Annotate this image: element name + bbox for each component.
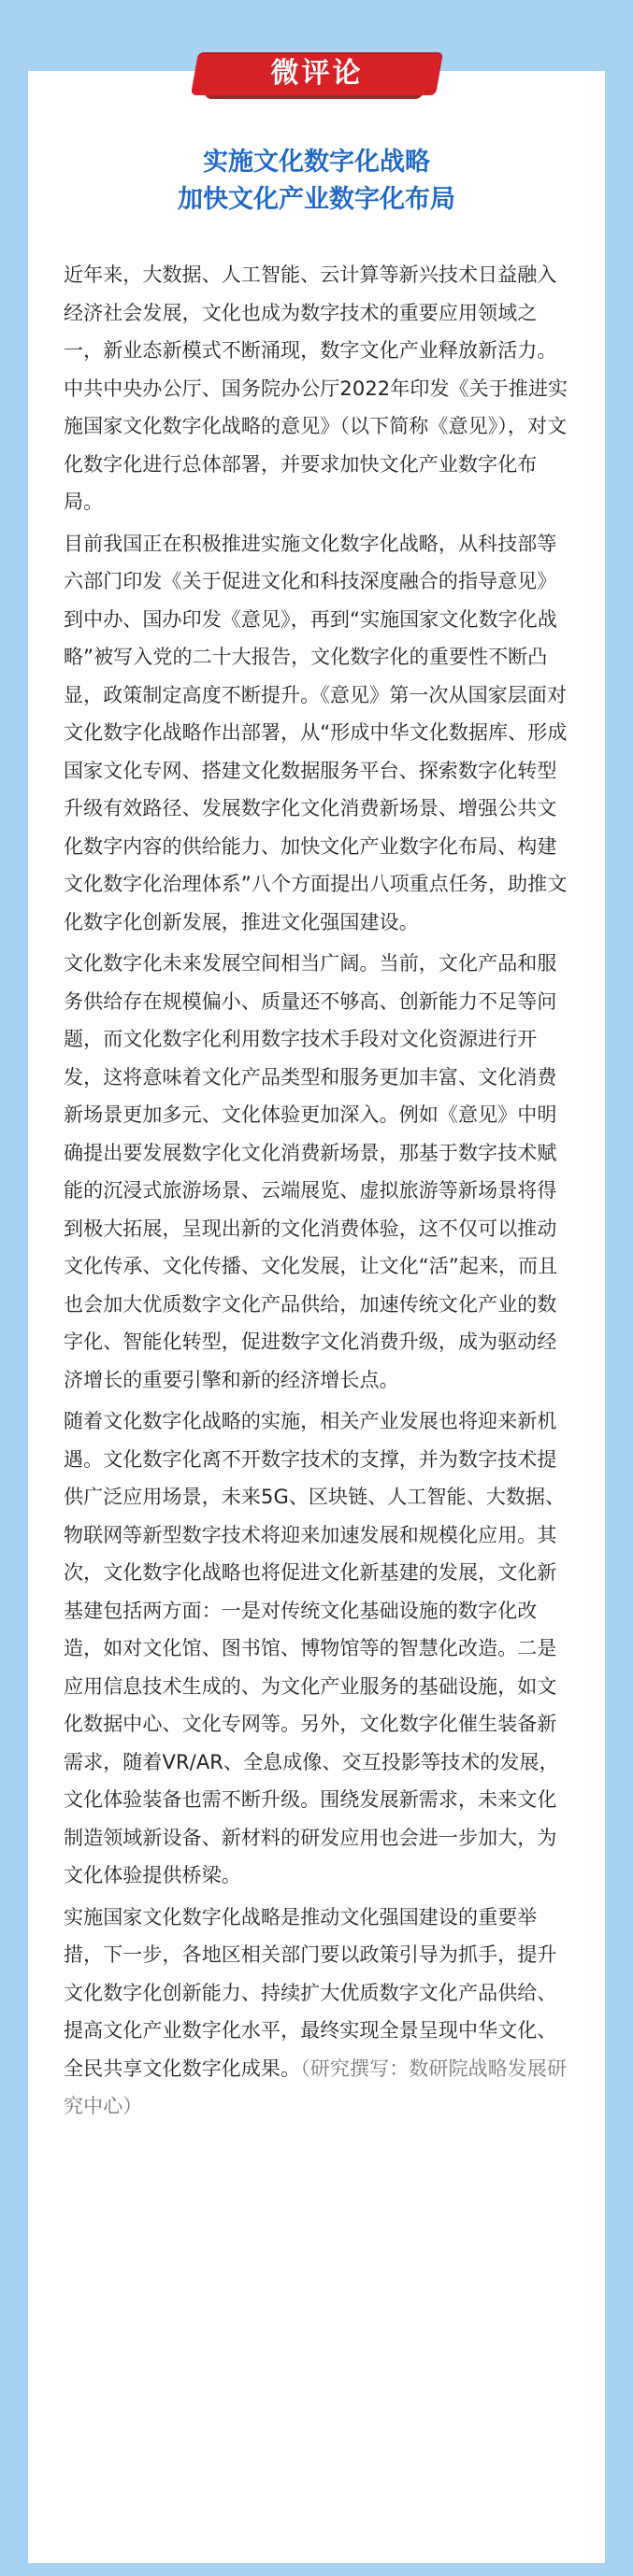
article-title xyxy=(64,144,569,219)
section-tag xyxy=(194,52,439,99)
paragraph-2: 目前我国正在积极推进实施文化数字化战略，从科技部等六部门印发《关于促进文化和科技深度融合的指导意见》到中办、国办印发《意见》，再到“实施国家文化数字化战略”被写入党的二十大报告，文化数字化的重要性不断凸显，政策制定高度不断提升。《意见》第一次从国家层面对文化数字化战略作出部署，从“形成中华文化数据库、形成国家文化专网、搭建文化数据服务平台、探索数字化转型升级有效路径、发展数字化文化消费新场景、增强公共文化数字内容的供给能力、加快文化产业数字化布局、构建文化数字化治理体系”八个方面提出八项重点任务，助推文化数字化创新发展，推进文化强国建设。 xyxy=(64,532,568,933)
paragraph-1: 近年来，大数据、人工智能、云计算等新兴技术日益融入经济社会发展，文化也成为数字技术的重要应用领域之一，新业态新模式不断涌现，数字文化产业释放新活力。中共中央办公厅、国务院办公厅2022年印发《关于推进实施国家文化数字化战略的意见》（以下简称《意见》），对文化数字化进行总体部署，并要求加快文化产业数字化布局。 xyxy=(64,263,568,513)
article-title-line-1: 实施文化数字化战略 xyxy=(203,148,430,177)
article-card xyxy=(28,71,605,2563)
paragraph-3: 文化数字化未来发展空间相当广阔。当前，文化产品和服务供给存在规模偏小、质量还不够高、创新能力不足等问题，而文化数字化利用数字技术手段对文化资源进行开发，这将意味着文化产品类型和服务更加丰富、文化消费新场景更加多元、文化体验更加深入。例如《意见》中明确提出要发展数字化文化消费新场景，那基于数字技术赋能的沉浸式旅游场景、云端展览、虚拟旅游等新场景将得到极大拓展，呈现出新的文化消费体验，这不仅可以推动文化传承、文化传播、文化发展，让文化“活”起来，而且也会加大优质数字文化产品供给，加速传统文化产业的数字化、智能化转型，促进数字文化消费升级，成为驱动经济增长的重要引擎和新的经济增长点。 xyxy=(64,952,558,1391)
article-credit: （研究撰写：数研院战略发展研究中心） xyxy=(64,2057,568,2117)
article-body xyxy=(64,256,569,2126)
section-tag-label: 微评论 xyxy=(270,57,364,90)
paragraph-5 xyxy=(64,1899,569,2126)
paragraph-4: 随着文化数字化战略的实施，相关产业发展也将迎来新机遇。文化数字化离不开数字技术的支撑，并为数字技术提供广泛应用场景，未来5G、区块链、人工智能、大数据、物联网等新型数字技术将迎来加速发展和规模化应用。其次，文化数字化战略也将促进文化新基建的发展，文化新基建包括两方面：一是对传统文化基础设施的数字化改造，如对文化馆、图书馆、博物馆等的智慧化改造。二是应用信息技术生成的、为文化产业服务的基础设施，如文化数据中心、文化专网等。另外，文化数字化催生装备新需求，随着VR/AR、全息成像、交互投影等技术的发展，文化体验装备也需不断升级。围绕发展新需求，未来文化制造领域新设备、新材料的研发应用也会进一步加大，为文化体验提供桥梁。 xyxy=(64,1410,566,1886)
paragraph-5-text: 实施国家文化数字化战略是推动文化强国建设的重要举措，下一步，各地区相关部门要以政策引导为抓手，提升文化数字化创新能力、持续扩大优质数字文化产品供给、提高文化产业数字化水平，最终实现全景呈现中华文化、全民共享文化数字化成果。 xyxy=(64,1905,557,2080)
article-title-line-2: 加快文化产业数字化布局 xyxy=(178,185,455,214)
